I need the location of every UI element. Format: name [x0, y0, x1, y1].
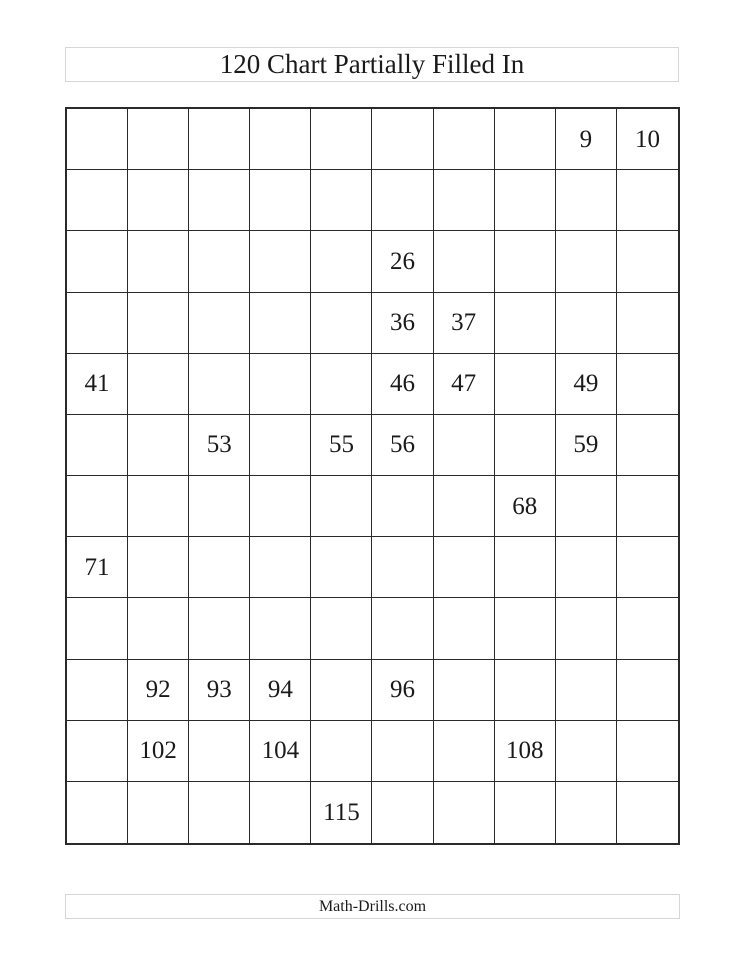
- grid-cell: 26: [372, 231, 433, 292]
- grid-cell: 115: [311, 782, 372, 843]
- grid-cell: [372, 109, 433, 170]
- grid-cell: 93: [189, 660, 250, 721]
- grid-cell: 55: [311, 415, 372, 476]
- grid-cell: [495, 598, 556, 659]
- grid-cell: [311, 660, 372, 721]
- grid-cell: [434, 476, 495, 537]
- grid-cell: 53: [189, 415, 250, 476]
- grid-cell: [495, 109, 556, 170]
- grid-cell: [617, 476, 678, 537]
- grid-cell: [617, 354, 678, 415]
- grid-cell: [434, 109, 495, 170]
- grid-cell: [128, 476, 189, 537]
- grid-cell: [556, 537, 617, 598]
- grid-cell: 56: [372, 415, 433, 476]
- grid-cell: [250, 476, 311, 537]
- grid-cell: [128, 170, 189, 231]
- grid-cell: [311, 476, 372, 537]
- grid-cell: [128, 231, 189, 292]
- grid-cell: [434, 537, 495, 598]
- grid-cell: [128, 354, 189, 415]
- grid-cell: [311, 231, 372, 292]
- grid-cell: [67, 109, 128, 170]
- grid-cell: [189, 782, 250, 843]
- grid-cell: 102: [128, 721, 189, 782]
- grid-cell: [495, 293, 556, 354]
- grid-cell: [617, 660, 678, 721]
- grid-cell: 94: [250, 660, 311, 721]
- grid-cell: 108: [495, 721, 556, 782]
- grid-cell: [372, 476, 433, 537]
- grid-cell: [250, 231, 311, 292]
- grid-cell: 41: [67, 354, 128, 415]
- grid-cell: [67, 598, 128, 659]
- grid-cell: [189, 293, 250, 354]
- grid-cell: 71: [67, 537, 128, 598]
- grid-cell: [617, 231, 678, 292]
- grid-cell: [128, 537, 189, 598]
- grid-cell: [434, 598, 495, 659]
- grid-cell: [372, 721, 433, 782]
- grid-cell: [434, 660, 495, 721]
- grid-cell: [372, 537, 433, 598]
- grid-cell: 104: [250, 721, 311, 782]
- grid-cell: [250, 415, 311, 476]
- grid-cell: [495, 354, 556, 415]
- grid-cell: [189, 109, 250, 170]
- grid-cell: [556, 476, 617, 537]
- grid-cell: [67, 476, 128, 537]
- grid-cell: [311, 537, 372, 598]
- grid-cell: [556, 660, 617, 721]
- grid-cell: [617, 170, 678, 231]
- grid-cell: [128, 415, 189, 476]
- grid-cell: [250, 109, 311, 170]
- title-box: [65, 47, 679, 82]
- grid-cell: [556, 721, 617, 782]
- grid-cell: [67, 293, 128, 354]
- grid-cell: [495, 231, 556, 292]
- grid-cell: [617, 782, 678, 843]
- grid-cell: [495, 660, 556, 721]
- grid-cell: [372, 782, 433, 843]
- grid-cell: 59: [556, 415, 617, 476]
- grid-cell: [189, 721, 250, 782]
- grid-cell: 9: [556, 109, 617, 170]
- grid-cell: [556, 293, 617, 354]
- grid-cell: [372, 170, 433, 231]
- grid-cell: [250, 293, 311, 354]
- grid-cell: 68: [495, 476, 556, 537]
- grid-cell: [67, 415, 128, 476]
- grid-cell: [128, 598, 189, 659]
- grid-cell: [434, 231, 495, 292]
- grid-cell: [311, 598, 372, 659]
- grid-cell: [434, 415, 495, 476]
- grid-cell: [495, 782, 556, 843]
- grid-cell: [556, 170, 617, 231]
- grid-cell: [311, 354, 372, 415]
- page-title: 120 Chart Partially Filled In: [219, 49, 525, 79]
- grid-cell: [189, 598, 250, 659]
- grid-cell: [189, 170, 250, 231]
- grid-cell: [617, 721, 678, 782]
- grid-cell: [617, 598, 678, 659]
- grid-cell: [372, 598, 433, 659]
- grid-cell: [189, 476, 250, 537]
- grid-cell: 10: [617, 109, 678, 170]
- grid-cell: 47: [434, 354, 495, 415]
- grid-cell: [495, 170, 556, 231]
- grid-cell: [250, 170, 311, 231]
- grid-cell: [128, 293, 189, 354]
- grid-cell: [67, 170, 128, 231]
- grid-cell: 36: [372, 293, 433, 354]
- grid-cell: 37: [434, 293, 495, 354]
- grid-cell: [250, 537, 311, 598]
- grid-cell: 46: [372, 354, 433, 415]
- grid-cell: [495, 415, 556, 476]
- grid-cell: [250, 782, 311, 843]
- grid-cell: [128, 782, 189, 843]
- grid-cell: [617, 537, 678, 598]
- grid-cell: [556, 782, 617, 843]
- grid-cell: 96: [372, 660, 433, 721]
- grid-cell: [556, 231, 617, 292]
- grid-cell: 92: [128, 660, 189, 721]
- grid-cell: [311, 109, 372, 170]
- grid-cell: [189, 354, 250, 415]
- grid-cell: [67, 782, 128, 843]
- grid-cell: [617, 293, 678, 354]
- grid-cell: [434, 782, 495, 843]
- grid-cell: [128, 109, 189, 170]
- grid-cell: [556, 598, 617, 659]
- footer-credit: Math-Drills.com: [318, 897, 427, 915]
- grid-cell: [434, 721, 495, 782]
- grid-cell: 49: [556, 354, 617, 415]
- grid-cell: [617, 415, 678, 476]
- grid-cell: [67, 721, 128, 782]
- grid-cell: [67, 660, 128, 721]
- footer-box: [65, 894, 680, 919]
- grid-cell: [250, 598, 311, 659]
- grid-cell: [189, 231, 250, 292]
- hundred-twenty-chart-grid: [65, 107, 680, 845]
- grid-cell: [250, 354, 311, 415]
- grid-cell: [67, 231, 128, 292]
- grid-cell: [311, 293, 372, 354]
- grid-cell: [311, 170, 372, 231]
- grid-cell: [434, 170, 495, 231]
- grid-cell: [495, 537, 556, 598]
- grid-cell: [311, 721, 372, 782]
- grid-cell: [189, 537, 250, 598]
